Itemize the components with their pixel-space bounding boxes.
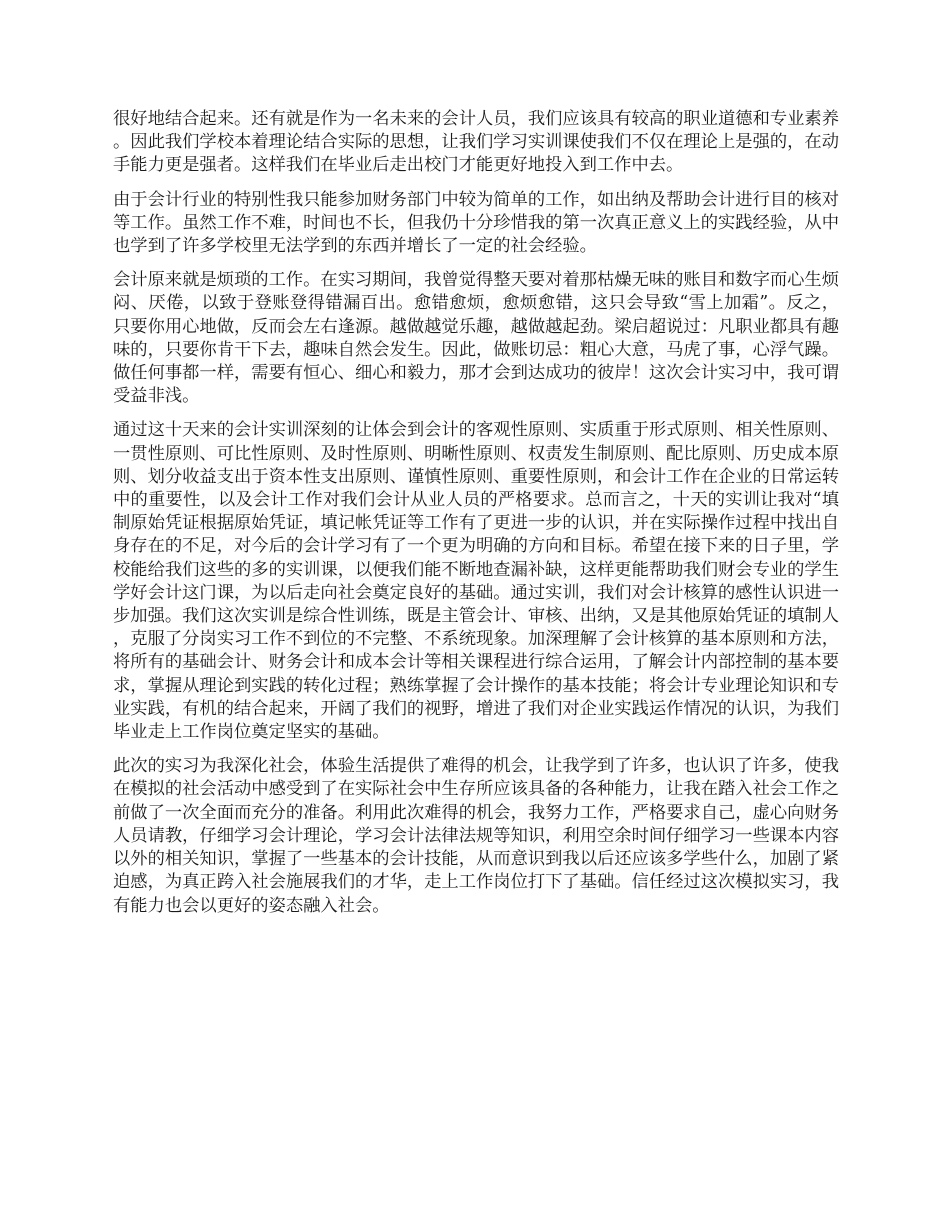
paragraph-2: 由于会计行业的特别性我只能参加财务部门中较为简单的工作，如出纳及帮助会计进行目的核对等工作。虽然工作不难，时间也不长，但我仍十分珍惜我的第一次真正意义上的实践经验，从中也学到了许多学校里无法学到的东西并增长了一定的社会经验。 (113, 189, 839, 257)
paragraph-1: 很好地结合起来。还有就是作为一名未来的会计人员，我们应该具有较高的职业道德和专业素养。因此我们学校本着理论结合实际的思想，让我们学习实训课使我们不仅在理论上是强的，在动手能力更是强者。这样我们在毕业后走出校门才能更好地投入到工作中去。 (113, 109, 839, 176)
document-body (113, 108, 839, 929)
paragraph-4: 通过这十天来的会计实训深刻的让体会到会计的客观性原则、实质重于形式原则、相关性原则、一贯性原则、可比性原则、及时性原则、明晰性原则、权责发生制原则、配比原则、历史成本原则、划分收益支出于资本性支出原则、谨慎性原则、重要性原则，和会计工作在企业的日常运转中的重要性，以及会计工作对我们会计从业人员的严格要求。总而言之，十天的实训让我对“填制原始凭证根据原始凭证，填记帐凭证等工作有了更进一步的认识，并在实际操作过程中找出自身存在的不足，对今后的会计学习有了一个更为明确的方向和目标。希望在接下来的日子里，学校能给我们这些的多的实训课，以便我们能不断地查漏补缺，这样更能帮助我们财会专业的学生学好会计这门课，为以后走向社会奠定良好的基础。通过实训，我们对会计核算的感性认识进一步加强。我们这次实训是综合性训练，既是主管会计、审核、出纳，又是其他原始凭证的填制人，克服了分岗实习工作不到位的不完整、不系统现象。加深理解了会计核算的基本原则和方法，将所有的基础会计、财务会计和成本会计等相关课程进行综合运用，了解会计内部控制的基本要求，掌握从理论到实践的转化过程；熟练掌握了会计操作的基本技能；将会计专业理论知识和专业实践，有机的结合起来，开阔了我们的视野，增进了我们对企业实践运作情况的认识，为我们毕业走上工作岗位奠定坚实的基础。 (113, 420, 839, 743)
paragraph-3: 会计原来就是烦琐的工作。在实习期间，我曾觉得整天要对着那枯燥无味的账目和数字而心生烦闷、厌倦，以致于登账登得错漏百出。愈错愈烦，愈烦愈错，这只会导致“雪上加霜”。反之，只要你用心地做，反而会左右逢源。越做越觉乐趣，越做越起劲。梁启超说过：凡职业都具有趣味的，只要你肯干下去，趣味自然会发生。因此，做账切忌：粗心大意，马虎了事，心浮气躁。做任何事都一样，需要有恒心、细心和毅力，那才会到达成功的彼岸！这次会计实习中，我可谓受益非浅。 (113, 270, 839, 407)
paragraph-5: 此次的实习为我深化社会，体验生活提供了难得的机会，让我学到了许多，也认识了许多，使我在模拟的社会活动中感受到了在实际社会中生存所应该具备的各种能力，让我在踏入社会工作之前做了一次全面而充分的准备。利用此次难得的机会，我努力工作，严格要求自己，虚心向财务人员请教，仔细学习会计理论，学习会计法律法规等知识，利用空余时间仔细学习一些课本内容以外的相关知识，掌握了一些基本的会计技能，从而意识到我以后还应该多学些什么，加剧了紧迫感，为真正跨入社会施展我们的才华，走上工作岗位打下了基础。信任经过这次模拟实习，我有能力也会以更好的姿态融入社会。 (113, 756, 839, 916)
